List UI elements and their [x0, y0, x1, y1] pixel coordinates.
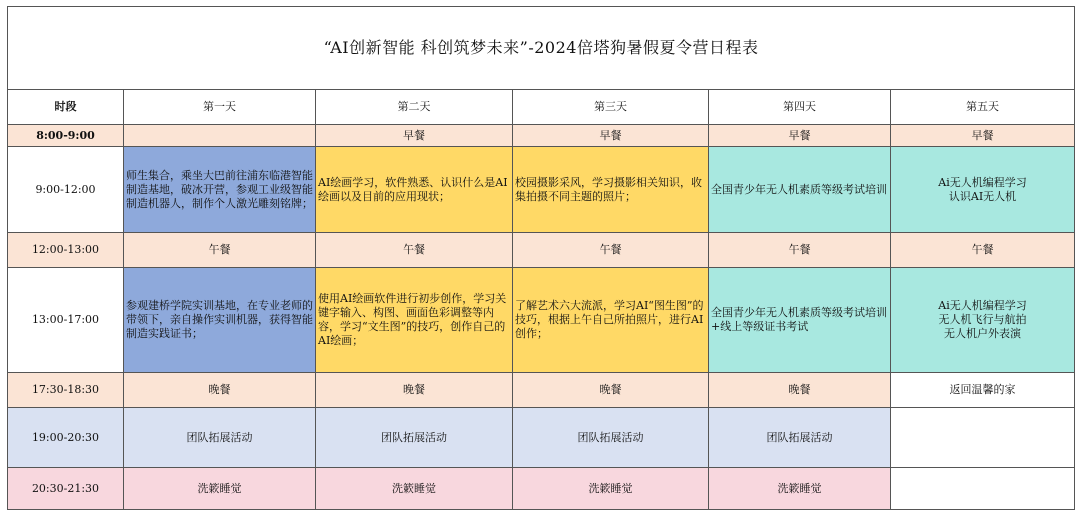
- cell-line: 无人机户外表演: [944, 327, 1022, 340]
- cell-day-5: [891, 408, 1075, 468]
- sleep-row: [8, 468, 1075, 510]
- cell-day-2: 使用AI绘画软件进行初步创作，学习关键字输入、构图、画面色彩调整等内容，学习“文生图”的技巧，创作自己的AI绘画；: [316, 268, 513, 373]
- cell-day-5: 早餐: [891, 125, 1075, 147]
- cell-day-4: 团队拓展活动: [709, 408, 891, 468]
- cell-line: Ai无人机编程学习: [938, 175, 1027, 189]
- cell-day-1: 洗簌睡觉: [124, 468, 316, 510]
- evening-row: [8, 408, 1075, 468]
- cell-day-1: 参观建桥学院实训基地，在专业老师的带领下，亲自操作实训机器，获得智能制造实践证书；: [124, 268, 316, 373]
- cell-day-3: 团队拓展活动: [513, 408, 709, 468]
- time-slot: 19:00-20:30: [8, 408, 124, 468]
- cell-day-2: 洗簌睡觉: [316, 468, 513, 510]
- time-slot: 8:00-9:00: [8, 125, 124, 147]
- header-day-3: 第三天: [513, 90, 709, 125]
- cell-day-3: 洗簌睡觉: [513, 468, 709, 510]
- cell-line: 无人机飞行与航拍: [938, 313, 1027, 326]
- cell-day-1: 午餐: [124, 233, 316, 268]
- cell-line: Ai无人机编程学习: [938, 299, 1027, 312]
- cell-day-5: [891, 468, 1075, 510]
- lunch-row: [8, 233, 1075, 268]
- header-day-2: 第二天: [316, 90, 513, 125]
- cell-day-5: 返回温馨的家: [891, 373, 1075, 408]
- cell-line: 认识AI无人机: [948, 189, 1017, 203]
- schedule-sheet: [7, 6, 1074, 524]
- cell-day-2: AI绘画学习，软件熟悉、认识什么是AI绘画以及目前的应用现状；: [316, 147, 513, 233]
- cell-day-1: [124, 125, 316, 147]
- cell-day-3: 晚餐: [513, 373, 709, 408]
- header-row: [8, 90, 1075, 125]
- cell-day-3: 早餐: [513, 125, 709, 147]
- cell-day-3: 了解艺术六大流派，学习AI“图生图”的技巧，根据上午自己所拍照片，进行AI创作；: [513, 268, 709, 373]
- cell-day-2: 早餐: [316, 125, 513, 147]
- cell-day-2: 午餐: [316, 233, 513, 268]
- cell-day-4: 早餐: [709, 125, 891, 147]
- cell-day-4: 全国青少年无人机素质等级考试培训: [709, 147, 891, 233]
- header-time: 时段: [8, 90, 124, 125]
- title-row: [8, 7, 1075, 90]
- time-slot: 9:00-12:00: [8, 147, 124, 233]
- cell-day-5: [891, 147, 1075, 233]
- morning-row: [8, 147, 1075, 233]
- cell-day-2: 晚餐: [316, 373, 513, 408]
- cell-day-1: 团队拓展活动: [124, 408, 316, 468]
- dinner-row: [8, 373, 1075, 408]
- cell-day-4: 全国青少年无人机素质等级考试培训+线上等级证书考试: [709, 268, 891, 373]
- time-slot: 13:00-17:00: [8, 268, 124, 373]
- header-day-5: 第五天: [891, 90, 1075, 125]
- cell-day-5: 午餐: [891, 233, 1075, 268]
- cell-day-3: 午餐: [513, 233, 709, 268]
- header-day-1: 第一天: [124, 90, 316, 125]
- cell-day-5: [891, 268, 1075, 373]
- cell-day-2: 团队拓展活动: [316, 408, 513, 468]
- breakfast-row: [8, 125, 1075, 147]
- time-slot: 20:30-21:30: [8, 468, 124, 510]
- cell-day-4: 洗簌睡觉: [709, 468, 891, 510]
- schedule-title: “AI创新智能 科创筑梦未来”-2024倍塔狗暑假夏令营日程表: [8, 7, 1075, 90]
- afternoon-row: [8, 268, 1075, 373]
- cell-day-4: 午餐: [709, 233, 891, 268]
- time-slot: 17:30-18:30: [8, 373, 124, 408]
- schedule-table: [7, 6, 1075, 510]
- cell-day-3: 校园摄影采风，学习摄影相关知识，收集拍摄不同主题的照片；: [513, 147, 709, 233]
- header-day-4: 第四天: [709, 90, 891, 125]
- cell-day-1: 师生集合，乘坐大巴前往浦东临港智能制造基地，破冰开营，参观工业级智能制造机器人，制作个人激光雕刻铭牌；: [124, 147, 316, 233]
- cell-day-1: 晚餐: [124, 373, 316, 408]
- time-slot: 12:00-13:00: [8, 233, 124, 268]
- cell-day-4: 晚餐: [709, 373, 891, 408]
